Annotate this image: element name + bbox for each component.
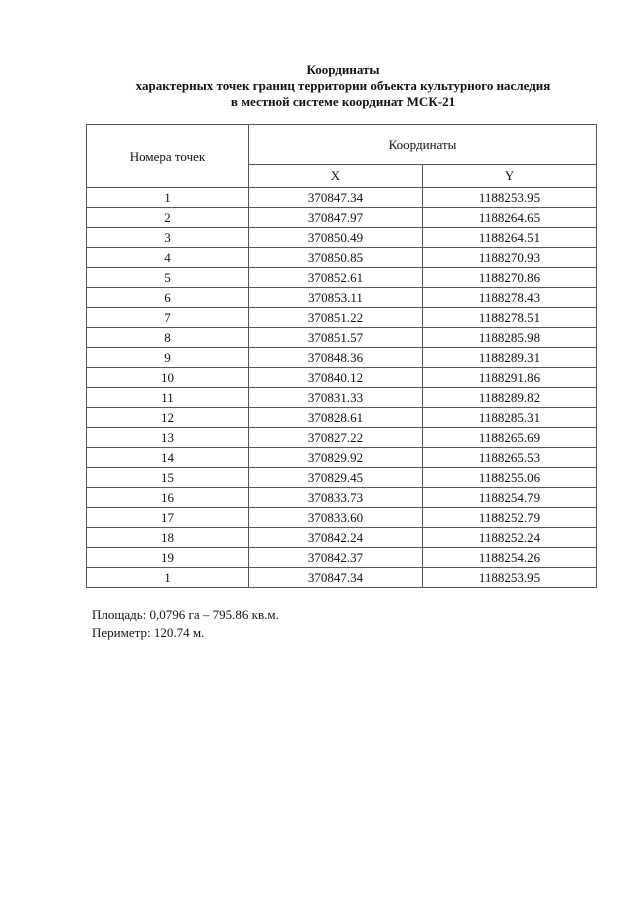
point-number-cell: 5: [87, 268, 249, 288]
x-coordinate-cell: 370827.22: [249, 428, 423, 448]
y-coordinate-cell: 1188255.06: [423, 468, 597, 488]
point-number-cell: 18: [87, 528, 249, 548]
title-line-2: характерных точек границ территории объекта культурного наследия: [135, 78, 551, 93]
point-number-cell: 15: [87, 468, 249, 488]
x-coordinate-cell: 370847.34: [249, 568, 423, 588]
y-coordinate-cell: 1188278.43: [423, 288, 597, 308]
point-number-cell: 17: [87, 508, 249, 528]
y-coordinate-cell: 1188254.26: [423, 548, 597, 568]
table-row: [87, 408, 597, 428]
table-row: [87, 288, 597, 308]
title-line-3: в местной системе координат МСК-21: [230, 94, 456, 109]
x-coordinate-cell: 370833.60: [249, 508, 423, 528]
table-row: [87, 528, 597, 548]
table-row: [87, 568, 597, 588]
table-body: [87, 188, 597, 588]
y-coordinate-cell: 1188253.95: [423, 568, 597, 588]
point-number-cell: 19: [87, 548, 249, 568]
x-coordinate-cell: 370833.73: [249, 488, 423, 508]
x-coordinate-cell: 370842.24: [249, 528, 423, 548]
y-coordinate-cell: 1188265.53: [423, 448, 597, 468]
header-x: X: [249, 165, 423, 188]
x-coordinate-cell: 370831.33: [249, 388, 423, 408]
y-coordinate-cell: 1188278.51: [423, 308, 597, 328]
area-text: Площадь: 0,0796 га – 795.86 кв.м.: [92, 607, 279, 622]
point-number-cell: 7: [87, 308, 249, 328]
point-number-cell: 16: [87, 488, 249, 508]
table-row: [87, 188, 597, 208]
y-coordinate-cell: 1188291.86: [423, 368, 597, 388]
x-coordinate-cell: 370851.22: [249, 308, 423, 328]
table-row: [87, 388, 597, 408]
y-coordinate-cell: 1188289.31: [423, 348, 597, 368]
point-number-cell: 12: [87, 408, 249, 428]
x-coordinate-cell: 370851.57: [249, 328, 423, 348]
point-number-cell: 4: [87, 248, 249, 268]
y-coordinate-cell: 1188252.79: [423, 508, 597, 528]
table-row: [87, 448, 597, 468]
y-coordinate-cell: 1188285.31: [423, 408, 597, 428]
point-number-cell: 8: [87, 328, 249, 348]
point-number-cell: 3: [87, 228, 249, 248]
x-coordinate-cell: 370847.34: [249, 188, 423, 208]
footer-summary: [92, 606, 279, 642]
point-number-cell: 11: [87, 388, 249, 408]
table-row: [87, 488, 597, 508]
perimeter-text: Периметр: 120.74 м.: [92, 625, 205, 640]
header-point-numbers: Номера точек: [87, 125, 249, 188]
table-row: [87, 248, 597, 268]
point-number-cell: 6: [87, 288, 249, 308]
x-coordinate-cell: 370850.85: [249, 248, 423, 268]
x-coordinate-cell: 370828.61: [249, 408, 423, 428]
table-row: [87, 508, 597, 528]
x-coordinate-cell: 370848.36: [249, 348, 423, 368]
y-coordinate-cell: 1188264.65: [423, 208, 597, 228]
y-coordinate-cell: 1188254.79: [423, 488, 597, 508]
x-coordinate-cell: 370853.11: [249, 288, 423, 308]
table-row: [87, 428, 597, 448]
y-coordinate-cell: 1188270.93: [423, 248, 597, 268]
x-coordinate-cell: 370852.61: [249, 268, 423, 288]
document-title: [0, 62, 640, 110]
title-line-1: Координаты: [306, 62, 380, 77]
x-coordinate-cell: 370842.37: [249, 548, 423, 568]
coordinates-table: [86, 124, 597, 588]
y-coordinate-cell: 1188289.82: [423, 388, 597, 408]
point-number-cell: 1: [87, 188, 249, 208]
table-row: [87, 308, 597, 328]
header-coordinates: Координаты: [249, 125, 597, 165]
table-row: [87, 328, 597, 348]
x-coordinate-cell: 370829.45: [249, 468, 423, 488]
point-number-cell: 1: [87, 568, 249, 588]
point-number-cell: 14: [87, 448, 249, 468]
point-number-cell: 10: [87, 368, 249, 388]
header-y: Y: [423, 165, 597, 188]
y-coordinate-cell: 1188252.24: [423, 528, 597, 548]
point-number-cell: 13: [87, 428, 249, 448]
x-coordinate-cell: 370847.97: [249, 208, 423, 228]
table-row: [87, 268, 597, 288]
y-coordinate-cell: 1188265.69: [423, 428, 597, 448]
y-coordinate-cell: 1188264.51: [423, 228, 597, 248]
point-number-cell: 9: [87, 348, 249, 368]
point-number-cell: 2: [87, 208, 249, 228]
table-row: [87, 228, 597, 248]
x-coordinate-cell: 370840.12: [249, 368, 423, 388]
y-coordinate-cell: 1188285.98: [423, 328, 597, 348]
x-coordinate-cell: 370850.49: [249, 228, 423, 248]
x-coordinate-cell: 370829.92: [249, 448, 423, 468]
table-row: [87, 548, 597, 568]
table-row: [87, 368, 597, 388]
y-coordinate-cell: 1188270.86: [423, 268, 597, 288]
table-row: [87, 468, 597, 488]
y-coordinate-cell: 1188253.95: [423, 188, 597, 208]
table-row: [87, 348, 597, 368]
table-row: [87, 208, 597, 228]
